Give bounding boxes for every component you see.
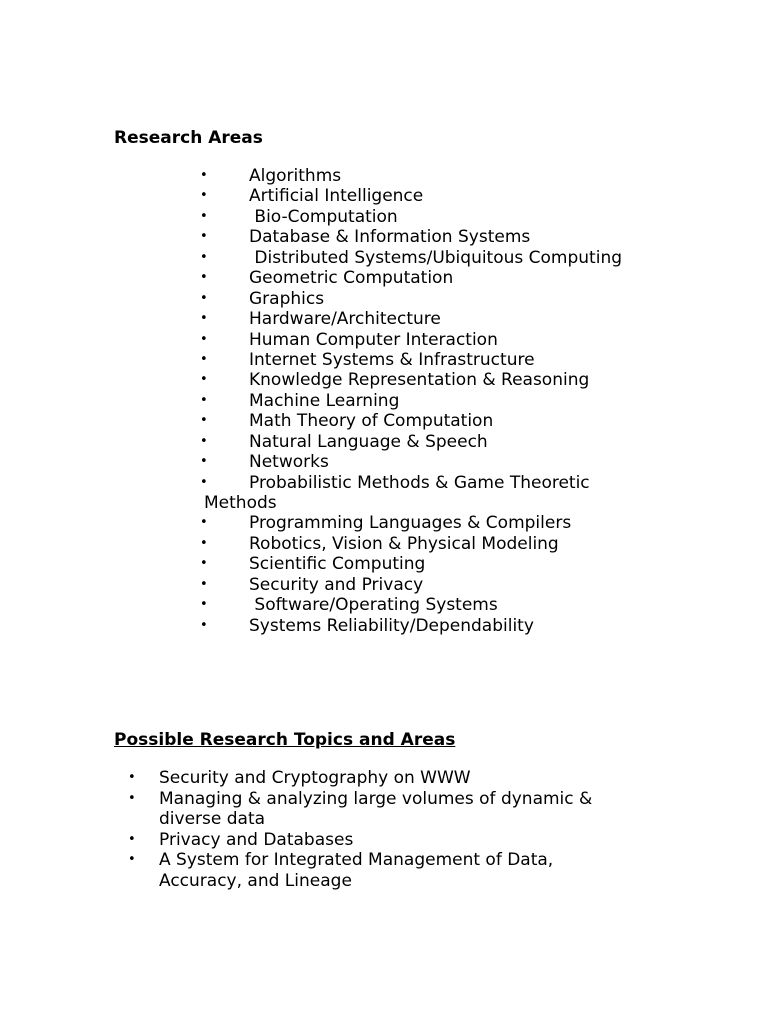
- bullet-icon: •: [200, 556, 208, 572]
- list-item: [200, 268, 720, 288]
- list-item: [200, 411, 720, 431]
- list-item: [200, 554, 720, 574]
- list-item-label: Hardware/Architecture: [249, 309, 441, 330]
- list-item: [200, 309, 720, 329]
- bullet-icon: •: [200, 515, 208, 531]
- bullet-icon: •: [200, 597, 208, 613]
- list-item-label: Probabilistic Methods & Game Theoretic: [249, 472, 590, 493]
- list-item-label: Managing & analyzing large volumes of dynamic & diverse data: [159, 788, 593, 829]
- list-item-label: Programming Languages & Compilers: [249, 513, 572, 534]
- list-item-label: Privacy and Databases: [159, 829, 354, 850]
- list-item-label: Knowledge Representation & Reasoning: [249, 370, 590, 391]
- bullet-icon: •: [200, 311, 208, 327]
- list-item: [200, 207, 720, 227]
- list-item-label: Geometric Computation: [249, 268, 454, 289]
- list-item-label: Distributed Systems/Ubiquitous Computing: [249, 247, 623, 268]
- bullet-icon: •: [200, 433, 208, 449]
- list-item-label: A System for Integrated Management of Data, Accuracy, and Lineage: [159, 850, 554, 891]
- list-item: [200, 616, 720, 636]
- list-item-label: Human Computer Interaction: [249, 329, 498, 350]
- research-areas-heading: Research Areas: [114, 128, 263, 148]
- list-item-label: Graphics: [249, 288, 325, 309]
- list-item: [200, 186, 720, 206]
- bullet-icon: •: [200, 351, 208, 367]
- list-item: [200, 350, 720, 370]
- list-item-label: Software/Operating Systems: [249, 595, 498, 616]
- research-topics-heading: Possible Research Topics and Areas: [114, 730, 456, 750]
- bullet-icon: •: [200, 188, 208, 204]
- bullet-icon: •: [200, 454, 208, 470]
- bullet-icon: •: [200, 372, 208, 388]
- list-item: [200, 166, 720, 186]
- bullet-icon: •: [200, 413, 208, 429]
- list-item-label: Math Theory of Computation: [249, 411, 494, 432]
- list-item: [128, 768, 628, 789]
- list-item-label-continuation: Methods: [204, 493, 277, 513]
- list-item-label: Artificial Intelligence: [249, 186, 424, 207]
- list-item: [200, 432, 720, 452]
- list-item: [128, 789, 628, 830]
- list-item: [200, 248, 720, 268]
- bullet-icon: •: [200, 168, 208, 183]
- list-item: [200, 575, 720, 595]
- list-item-label: Algorithms: [249, 166, 342, 186]
- list-item: [128, 830, 628, 851]
- list-item-label: Security and Cryptography on WWW: [159, 768, 471, 788]
- list-item: [200, 370, 720, 390]
- list-item: [200, 330, 720, 350]
- list-item-label: Natural Language & Speech: [249, 431, 488, 452]
- bullet-icon: •: [200, 249, 208, 265]
- bullet-icon: •: [200, 535, 208, 551]
- list-item-label: Systems Reliability/Dependability: [249, 615, 534, 636]
- bullet-icon: •: [200, 617, 208, 633]
- bullet-icon: •: [200, 208, 208, 224]
- bullet-icon: •: [200, 331, 208, 347]
- bullet-icon: •: [200, 576, 208, 592]
- list-item: [200, 473, 720, 514]
- list-item: [200, 391, 720, 411]
- bullet-icon: •: [128, 852, 136, 867]
- bullet-icon: •: [200, 229, 208, 245]
- bullet-icon: •: [200, 270, 208, 286]
- list-item: [200, 513, 720, 533]
- bullet-icon: •: [200, 290, 208, 306]
- bullet-icon: •: [200, 474, 208, 490]
- bullet-icon: •: [128, 770, 136, 785]
- bullet-icon: •: [128, 831, 136, 847]
- list-item-label: Robotics, Vision & Physical Modeling: [249, 533, 559, 554]
- list-item-label: Bio-Computation: [249, 206, 398, 227]
- list-item-label: Database & Information Systems: [249, 227, 531, 248]
- list-item: [128, 850, 628, 891]
- list-item-label: Internet Systems & Infrastructure: [249, 349, 535, 370]
- list-item: [200, 289, 720, 309]
- list-item: [200, 534, 720, 554]
- list-item-label: Networks: [249, 452, 329, 473]
- list-item-label: Machine Learning: [249, 390, 400, 411]
- list-item: [200, 595, 720, 615]
- research-topics-list: [128, 768, 628, 891]
- bullet-icon: •: [128, 790, 136, 806]
- research-areas-list: [200, 166, 720, 636]
- list-item-label: Scientific Computing: [249, 554, 426, 575]
- bullet-icon: •: [200, 392, 208, 408]
- list-item: [200, 452, 720, 472]
- list-item-label: Security and Privacy: [249, 574, 424, 595]
- list-item: [200, 227, 720, 247]
